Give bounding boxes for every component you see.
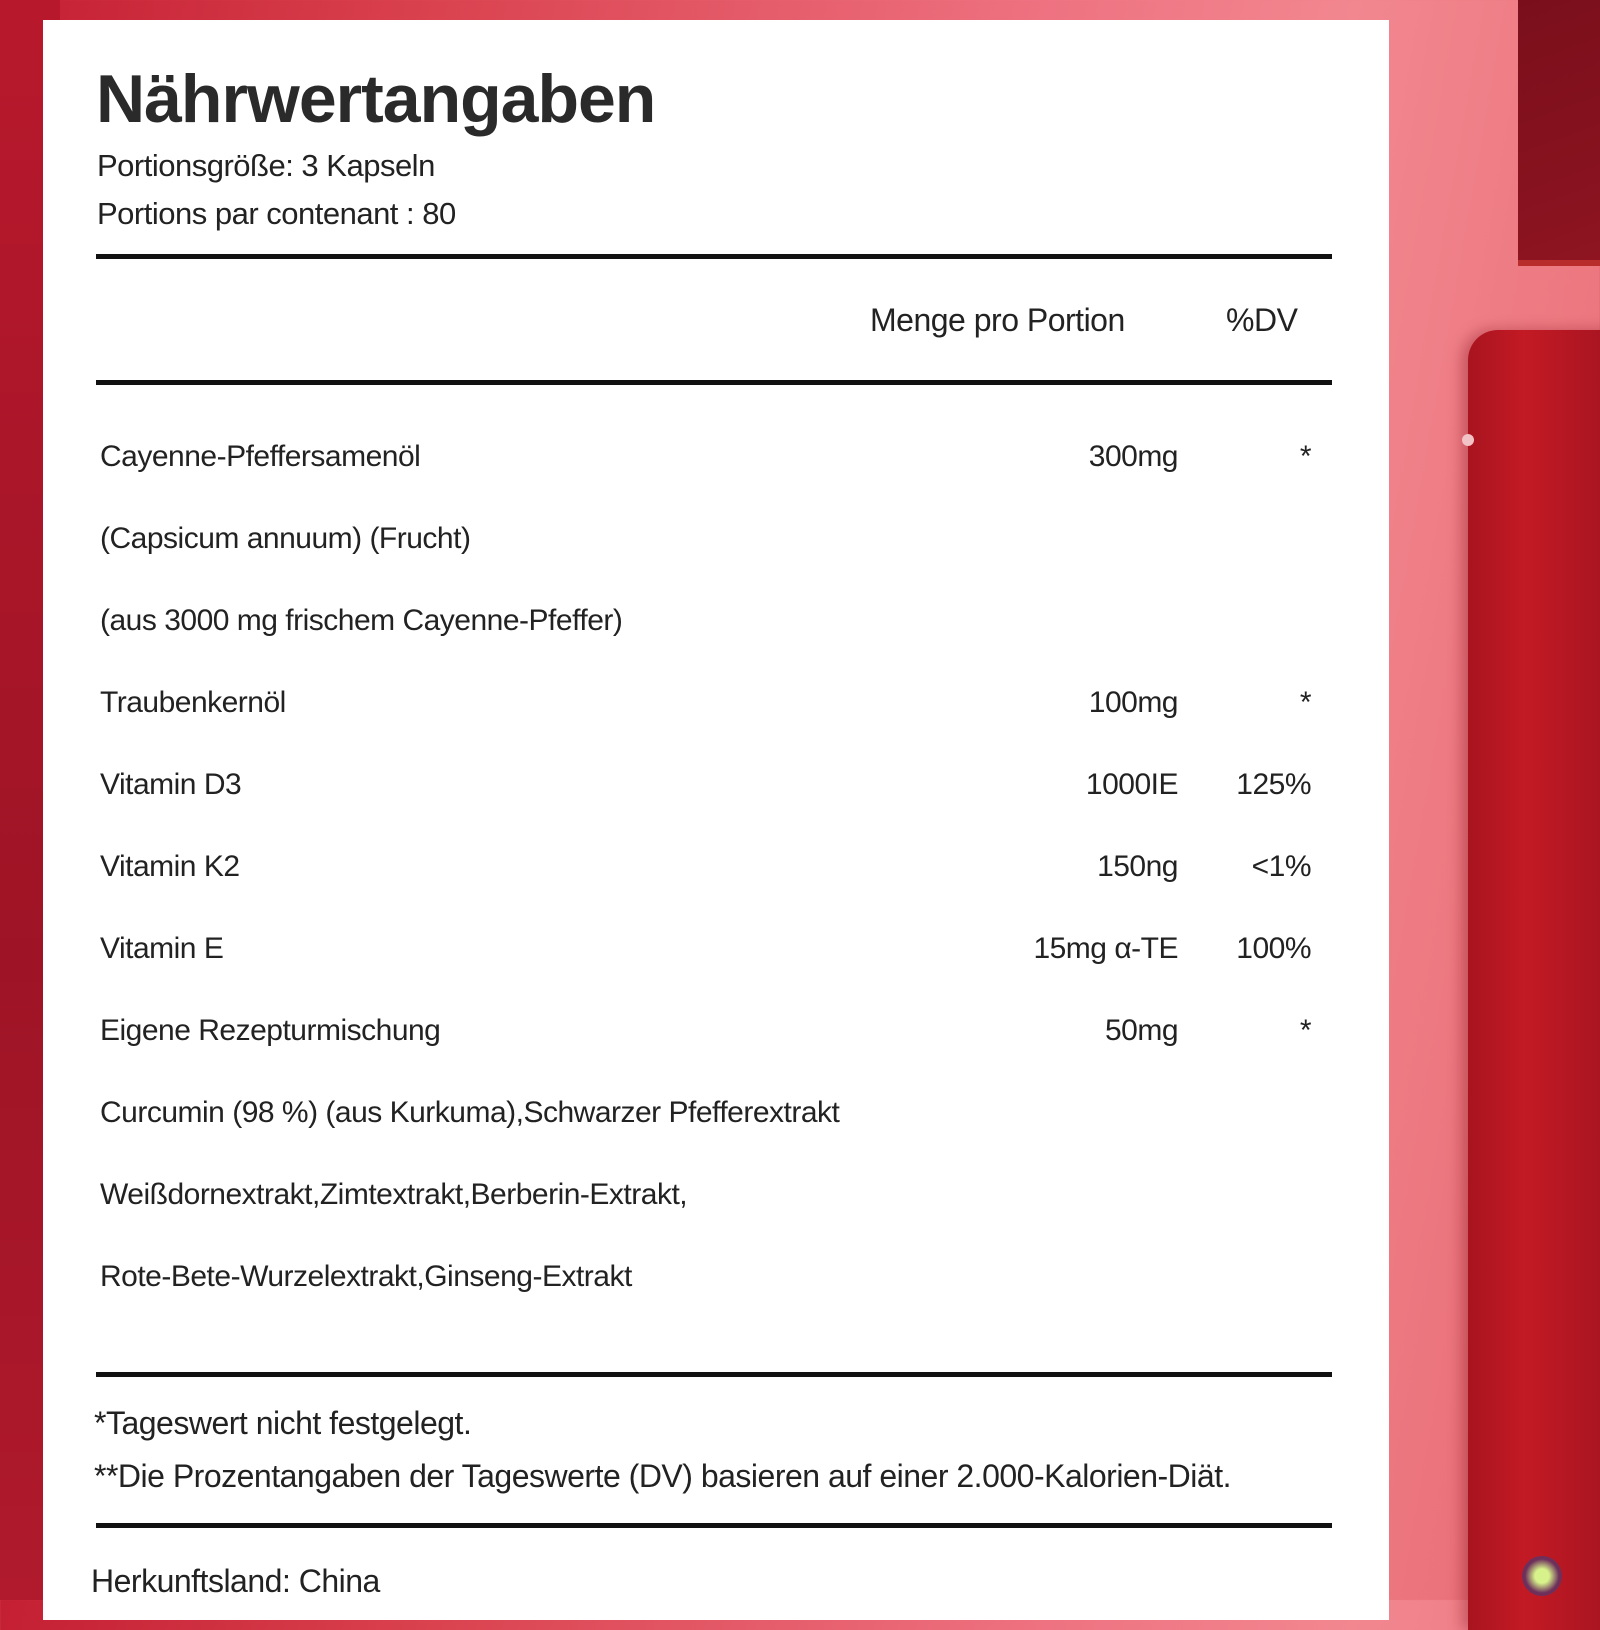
footnote-calorie-diet: **Die Prozentangaben der Tageswerte (DV) basieren auf einer 2.000-Kalorien-Diät. xyxy=(94,1458,1231,1494)
nutrient-amount: 50mg xyxy=(1104,1014,1178,1047)
nutrient-name: Cayenne-Pfeffersamenöl xyxy=(100,440,421,473)
divider xyxy=(96,1372,1332,1377)
divider xyxy=(96,1523,1332,1528)
nutrient-row xyxy=(100,440,1336,480)
nutrient-row xyxy=(100,604,1336,644)
nutrient-row xyxy=(100,932,1336,972)
nutrient-dv: <1% xyxy=(1251,850,1311,883)
nutrient-name: Vitamin K2 xyxy=(100,850,240,883)
nutrient-amount: 150ng xyxy=(1097,850,1178,883)
background-decoration xyxy=(1522,1556,1562,1596)
nutrient-name: Curcumin (98 %) (aus Kurkuma),Schwarzer Pfefferextrakt xyxy=(100,1096,840,1129)
background-product-pouch xyxy=(1468,330,1600,1630)
column-header-dv: %DV xyxy=(1226,302,1298,338)
nutrient-amount: 300mg xyxy=(1088,440,1178,473)
nutrient-row xyxy=(100,1260,1336,1300)
nutrient-name: Traubenkernöl xyxy=(100,686,286,719)
nutrient-row xyxy=(100,1014,1336,1054)
nutrient-row xyxy=(100,850,1336,890)
nutrient-dv: 125% xyxy=(1236,768,1311,801)
footnote-daily-value: *Tageswert nicht festgelegt. xyxy=(94,1405,472,1441)
nutrient-name: (Capsicum annuum) (Frucht) xyxy=(100,522,471,555)
nutrient-name: Vitamin E xyxy=(100,932,224,965)
serving-size: Portionsgröße: 3 Kapseln xyxy=(97,148,435,183)
nutrient-dv: 100% xyxy=(1236,932,1311,965)
nutrient-row xyxy=(100,1178,1336,1218)
nutrient-dv: * xyxy=(1299,686,1311,719)
nutrient-amount: 100mg xyxy=(1088,686,1178,719)
nutrient-amount: 15mg α-TE xyxy=(1033,932,1178,965)
nutrient-name: Eigene Rezepturmischung xyxy=(100,1014,441,1047)
nutrient-name: (aus 3000 mg frischem Cayenne-Pfeffer) xyxy=(100,604,623,637)
nutrient-name: Vitamin D3 xyxy=(100,768,242,801)
servings-per-container: Portions par contenant : 80 xyxy=(97,196,456,231)
label-title: Nährwertangaben xyxy=(96,61,656,137)
nutrient-name: Rote-Bete-Wurzelextrakt,Ginseng-Extrakt xyxy=(100,1260,632,1293)
nutrient-name: Weißdornextrakt,Zimtextrakt,Berberin-Extrakt, xyxy=(100,1178,688,1211)
nutrient-row xyxy=(100,686,1336,726)
background-product-box xyxy=(1518,0,1600,266)
divider xyxy=(96,380,1332,385)
column-header-amount: Menge pro Portion xyxy=(870,302,1125,338)
nutrient-row xyxy=(100,768,1336,808)
nutrient-dv: * xyxy=(1299,1014,1311,1047)
nutrient-amount: 1000IE xyxy=(1085,768,1178,801)
pouch-tear-notch xyxy=(1462,434,1474,446)
divider xyxy=(96,254,1332,259)
country-of-origin: Herkunftsland: China xyxy=(91,1563,380,1599)
nutrient-row xyxy=(100,522,1336,562)
nutrient-dv: * xyxy=(1299,440,1311,473)
nutrient-row xyxy=(100,1096,1336,1136)
nutrition-label-card xyxy=(43,20,1389,1620)
